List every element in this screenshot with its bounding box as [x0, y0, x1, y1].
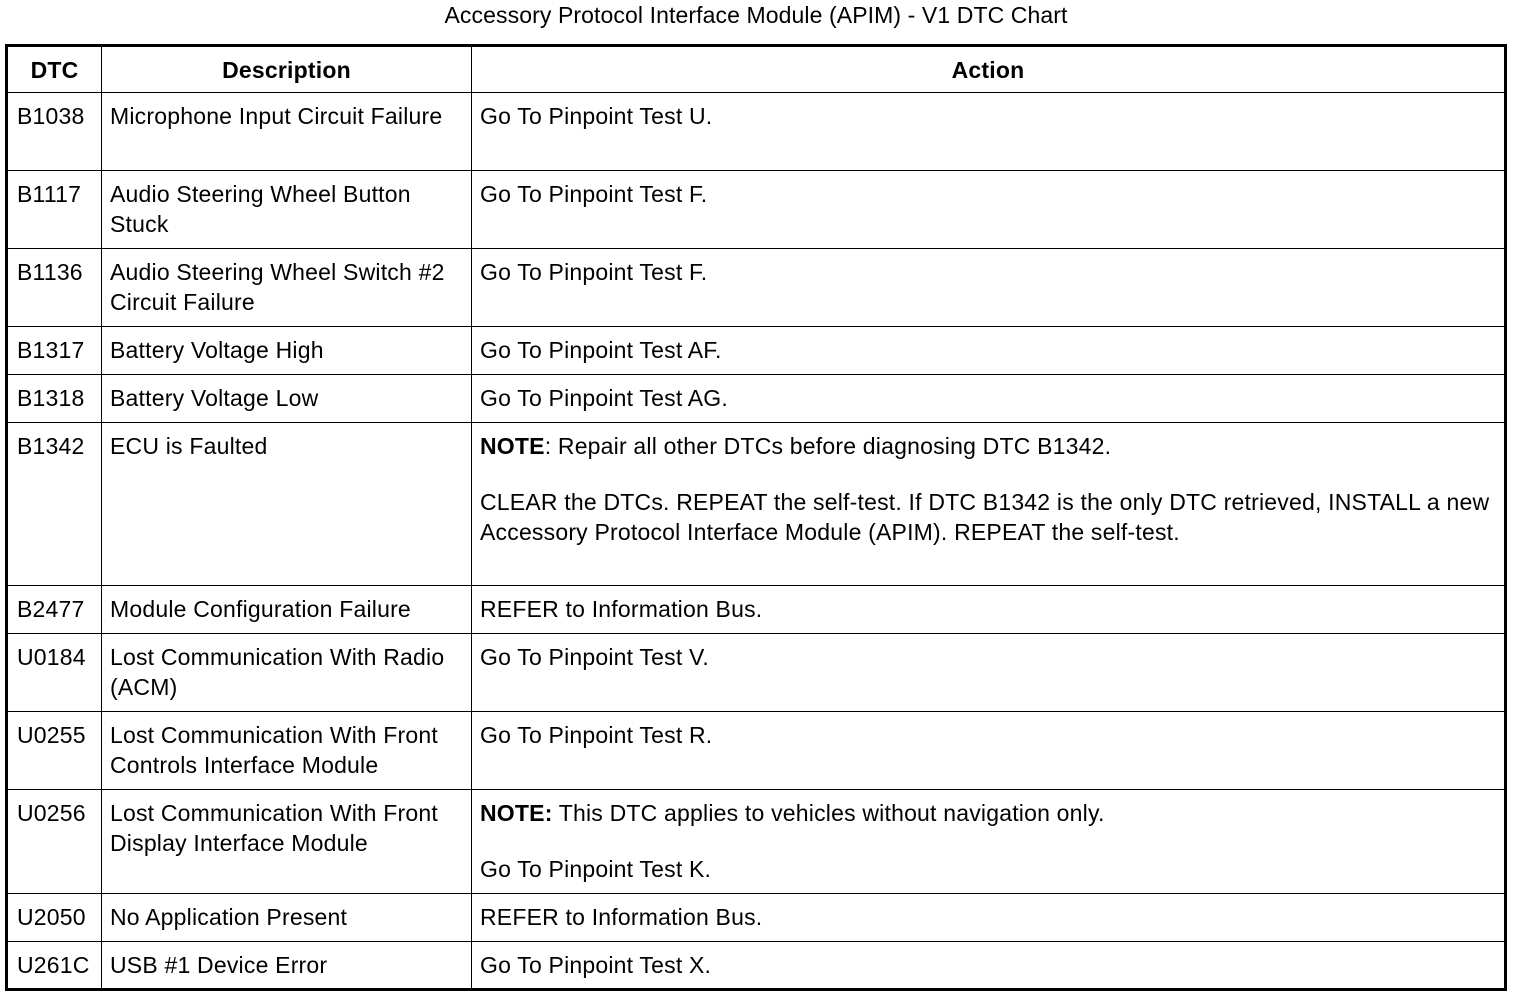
table-row [7, 894, 1506, 942]
dtc-description: Lost Communication With Radio (ACM) [102, 634, 472, 712]
dtc-action: Go To Pinpoint Test V. [472, 634, 1506, 712]
table-row [7, 634, 1506, 712]
note-text: : Repair all other DTCs before diagnosing DTC B1342. [544, 433, 1112, 459]
column-header-description: Description [102, 46, 472, 93]
action-note [480, 431, 1496, 461]
dtc-description: Battery Voltage High [102, 327, 472, 375]
dtc-code: B1117 [7, 171, 102, 249]
dtc-description: Audio Steering Wheel Switch #2 Circuit Failure [102, 249, 472, 327]
table-row [7, 423, 1506, 586]
dtc-action: Go To Pinpoint Test AF. [472, 327, 1506, 375]
column-header-action: Action [472, 46, 1506, 93]
dtc-description: Lost Communication With Front Display Interface Module [102, 790, 472, 894]
dtc-action: Go To Pinpoint Test F. [472, 249, 1506, 327]
dtc-action: REFER to Information Bus. [472, 894, 1506, 942]
table-row [7, 942, 1506, 990]
dtc-code: B2477 [7, 586, 102, 634]
dtc-action: Go To Pinpoint Test AG. [472, 375, 1506, 423]
dtc-description: Microphone Input Circuit Failure [102, 93, 472, 171]
dtc-action [472, 423, 1506, 586]
action-instruction: CLEAR the DTCs. REPEAT the self-test. If DTC B1342 is the only DTC retrieved, INSTALL a new Accessory Protocol Interface Module (APIM). REPEAT the self-test. [480, 489, 1490, 545]
dtc-chart-table [5, 44, 1507, 991]
dtc-code: B1318 [7, 375, 102, 423]
dtc-code: B1136 [7, 249, 102, 327]
dtc-description: Module Configuration Failure [102, 586, 472, 634]
table-header-row [7, 46, 1506, 93]
dtc-code: U0255 [7, 712, 102, 790]
dtc-code: U0184 [7, 634, 102, 712]
table-row [7, 712, 1506, 790]
table-row [7, 790, 1506, 894]
dtc-description: USB #1 Device Error [102, 942, 472, 990]
dtc-action: Go To Pinpoint Test U. [472, 93, 1506, 171]
table-row [7, 327, 1506, 375]
dtc-code: U261C [7, 942, 102, 990]
dtc-action: REFER to Information Bus. [472, 586, 1506, 634]
dtc-description: Audio Steering Wheel Button Stuck [102, 171, 472, 249]
note-text: This DTC applies to vehicles without navigation only. [552, 800, 1105, 826]
dtc-code: U0256 [7, 790, 102, 894]
table-row [7, 586, 1506, 634]
table-row [7, 171, 1506, 249]
note-label: NOTE [480, 433, 545, 459]
dtc-action: Go To Pinpoint Test X. [472, 942, 1506, 990]
page-title: Accessory Protocol Interface Module (APIM) - V1 DTC Chart [444, 2, 1068, 28]
dtc-description: ECU is Faulted [102, 423, 472, 586]
dtc-code: U2050 [7, 894, 102, 942]
dtc-action: Go To Pinpoint Test R. [472, 712, 1506, 790]
action-note [480, 798, 1496, 828]
table-row [7, 93, 1506, 171]
note-label: NOTE: [480, 800, 553, 826]
dtc-description: No Application Present [102, 894, 472, 942]
table-row [7, 249, 1506, 327]
dtc-description: Lost Communication With Front Controls Interface Module [102, 712, 472, 790]
column-header-dtc: DTC [7, 46, 102, 93]
action-instruction: Go To Pinpoint Test K. [480, 856, 712, 882]
dtc-code: B1317 [7, 327, 102, 375]
dtc-action: Go To Pinpoint Test F. [472, 171, 1506, 249]
dtc-description: Battery Voltage Low [102, 375, 472, 423]
dtc-code: B1038 [7, 93, 102, 171]
dtc-action [472, 790, 1506, 894]
table-row [7, 375, 1506, 423]
dtc-code: B1342 [7, 423, 102, 586]
